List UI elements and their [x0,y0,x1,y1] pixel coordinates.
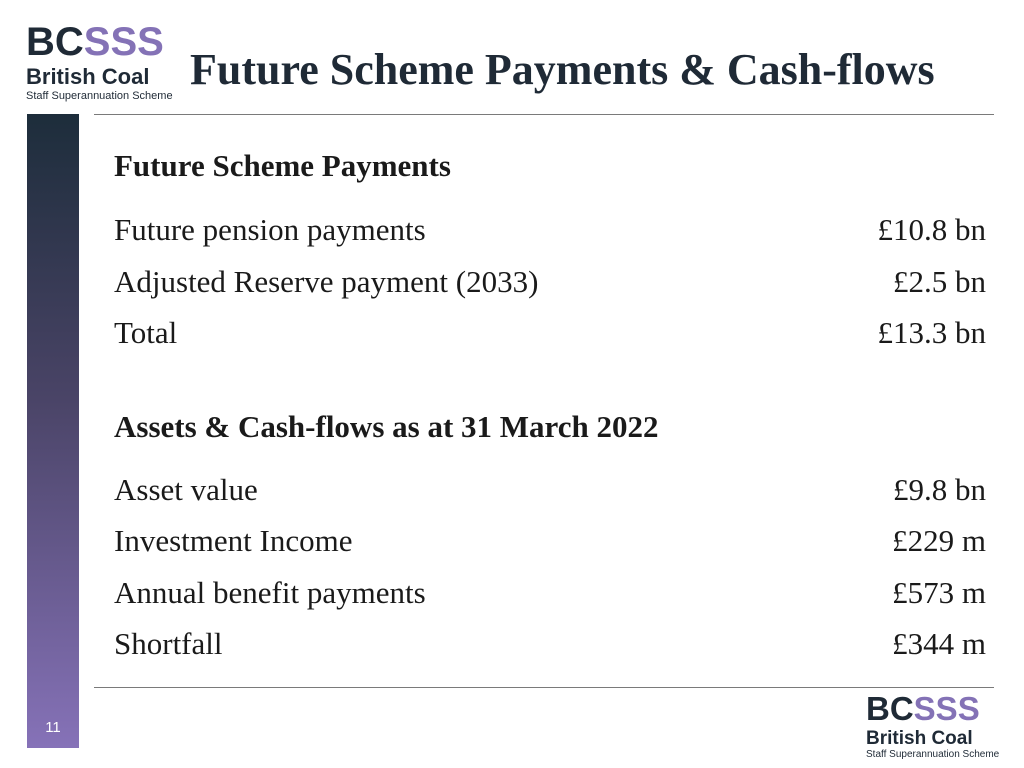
page-number: 11 [45,719,61,736]
section-heading-future-payments: Future Scheme Payments [114,148,451,183]
bcsss-logo-mark: BCSSS [866,690,980,727]
bcsss-logo [26,22,173,102]
top-divider [94,114,994,115]
bcsss-logo-footer [866,692,999,760]
bottom-divider [94,687,994,688]
row-label: Investment Income [114,523,353,558]
row-value: £10.8 bn [877,212,986,247]
logo-name: British Coal [26,64,150,89]
section-heading-assets: Assets & Cash-flows as at 31 March 2022 [114,409,659,444]
row-label: Shortfall [114,626,223,661]
asset-row [114,472,986,512]
row-label: Asset value [114,472,258,507]
logo-subtitle: Staff Superannuation Scheme [26,90,173,102]
row-label: Adjusted Reserve payment (2033) [114,264,539,299]
asset-row [114,626,986,666]
payment-row [114,212,986,252]
row-value: £9.8 bn [893,472,986,507]
sidebar-bar [27,114,79,748]
row-value: £13.3 bn [877,315,986,350]
logo-subtitle: Staff Superannuation Scheme [866,749,1000,760]
asset-row [114,575,986,615]
row-label: Total [114,315,178,350]
bcsss-logo-mark: BCSSS [26,20,164,64]
row-value: £573 m [892,575,986,610]
row-value: £344 m [892,626,986,661]
row-value: £2.5 bn [893,264,986,299]
row-value: £229 m [892,523,986,558]
logo-name: British Coal [866,728,973,749]
asset-row [114,523,986,563]
row-label: Annual benefit payments [114,575,426,610]
row-label: Future pension payments [114,212,426,247]
payment-total-row [114,315,986,355]
payment-row [114,264,986,304]
slide-title: Future Scheme Payments & Cash-flows [190,45,935,94]
